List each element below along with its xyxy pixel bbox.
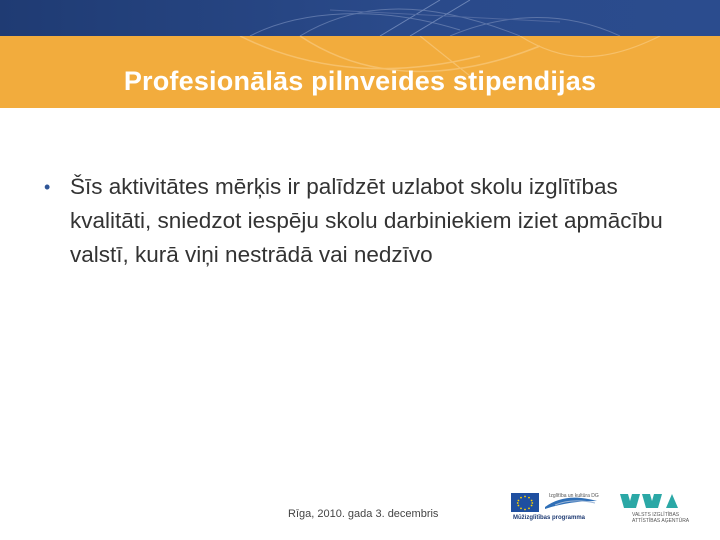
bullet-item	[44, 170, 694, 272]
viaa-logo	[618, 490, 690, 524]
eu-program-logo	[509, 491, 605, 526]
bullet-marker: •	[44, 177, 51, 197]
viaa-caption-line1: VALSTS IZGLĪTĪBAS	[632, 512, 680, 518]
slide-body	[44, 170, 694, 272]
slide-title: Profesionālās pilnveides stipendijas	[123, 66, 597, 96]
viaa-logo-icon	[618, 490, 682, 514]
eu-caption: Mūžizglītības programma	[513, 515, 586, 521]
eu-tagline: Izglītība un kultūra DG	[549, 493, 599, 499]
footer-date: Rīga, 2010. gada 3. decembris	[288, 508, 439, 520]
viaa-caption-line2: ATTĪSTĪBAS AĢENTŪRA	[632, 518, 690, 524]
header-top-band	[0, 0, 720, 36]
decorative-lines	[0, 0, 720, 36]
bullet-text: Šīs aktivitātes mērķis ir palīdzēt uzlabot skolu izglītības kvalitāti, sniedzot iespēju skolu darbiniekiem iziet apmācību valstī, kurā viņi nestrādā vai nedzīvo	[70, 174, 663, 267]
